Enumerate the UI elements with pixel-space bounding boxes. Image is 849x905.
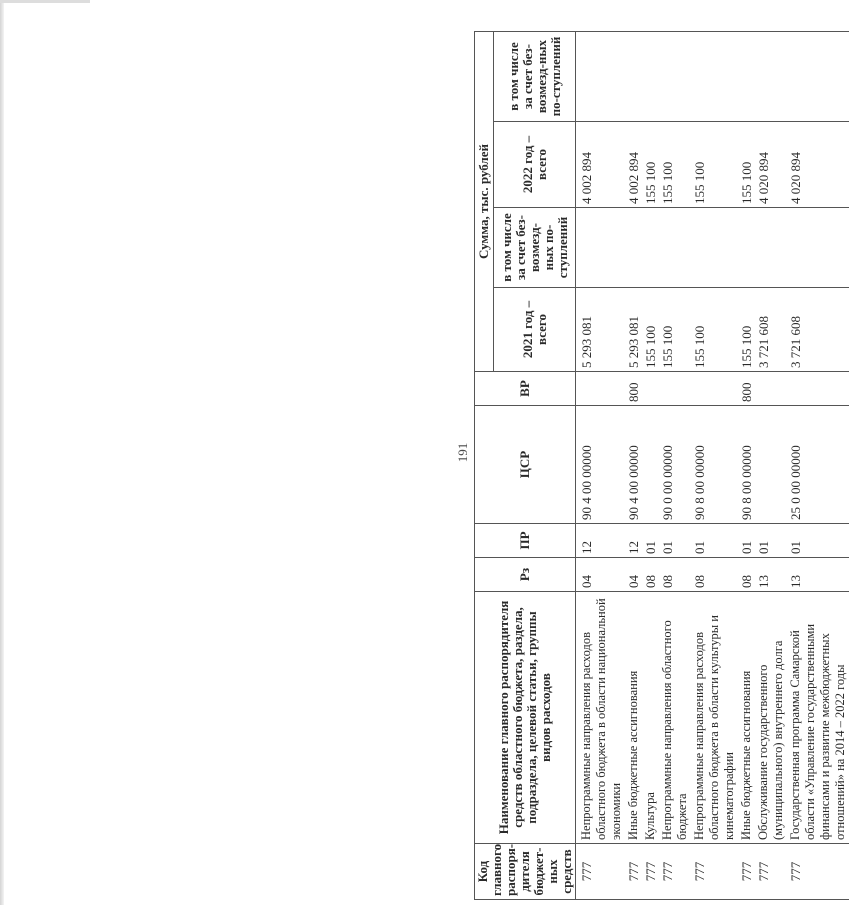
cell-total-2021: 3 721 608 (787, 288, 849, 372)
cell-rz: 13 (755, 558, 787, 592)
cell-csr: 90 8 00 00000 (691, 406, 738, 524)
cell-free-2021 (625, 208, 642, 288)
cell-csr: 90 8 00 00000 (738, 406, 755, 524)
cell-rz: 08 (691, 558, 738, 592)
header-pr: ПР (475, 524, 576, 558)
header-rz: Рз (475, 558, 576, 592)
cell-vr: 800 (738, 372, 755, 406)
cell-csr (755, 406, 787, 524)
cell-free-2021 (755, 208, 787, 288)
table-body (576, 32, 849, 900)
cell-code: 777 (787, 844, 849, 900)
cell-rz: 13 (787, 558, 849, 592)
cell-pr: 01 (787, 524, 849, 558)
page-number: 191 (455, 442, 470, 463)
cell-total-2021: 155 100 (642, 288, 659, 372)
cell-vr (787, 372, 849, 406)
cell-free-2022 (642, 32, 659, 122)
budget-table (474, 31, 849, 900)
cell-total-2021: 155 100 (659, 288, 691, 372)
cell-free-2022 (578, 32, 625, 122)
cell-name: Иные бюджетные ассигнования (738, 592, 755, 844)
cell-csr: 90 4 00 00000 (625, 406, 642, 524)
cell-total-2021: 5 293 081 (578, 288, 625, 372)
cell-total-2021: 155 100 (738, 288, 755, 372)
cell-free-2021 (787, 208, 849, 288)
cell-free-2022 (755, 32, 787, 122)
cell-free-2021 (691, 208, 738, 288)
cell-total-2021: 5 293 081 (625, 288, 642, 372)
cell-free-2021 (659, 208, 691, 288)
cell-vr (659, 372, 691, 406)
header-name: Наименование главного распорядителя средств областного бюджета, раздела, подраздела, целевой статьи, группы видов расходов (475, 592, 576, 844)
header-code: Код главного распоря-дителя бюджет-ных средств (475, 844, 576, 900)
cell-code: 777 (755, 844, 787, 900)
cell-csr: 25 0 00 00000 (787, 406, 849, 524)
table-row (659, 32, 691, 900)
header-total-2021: 2021 год – всего (494, 288, 576, 372)
cell-vr (642, 372, 659, 406)
table-row (691, 32, 738, 900)
cell-total-2022: 155 100 (642, 122, 659, 208)
cell-name: Государственная программа Самарской области «Управление государственными финансами и развитие межбюджетных отношений» на 2014 – 2022 годы (787, 592, 849, 844)
cell-free-2022 (659, 32, 691, 122)
table-row (755, 32, 787, 900)
table-row (787, 32, 849, 900)
cell-name: Непрограммные направления расходов областного бюджета в области национальной экономики (578, 592, 625, 844)
cell-csr: 90 4 00 00000 (578, 406, 625, 524)
header-vr: ВР (475, 372, 576, 406)
table-row (738, 32, 755, 900)
cell-name: Непрограммные направления расходов областного бюджета в области культуры и кинематографии (691, 592, 738, 844)
cell-pr: 01 (659, 524, 691, 558)
cell-free-2022 (691, 32, 738, 122)
cell-total-2022: 4 020 894 (755, 122, 787, 208)
header-free-2022: в том числе за счет без-возмезд-ных по-ступлений (494, 32, 576, 122)
cell-name: Непрограммные направления областного бюджета (659, 592, 691, 844)
cell-name: Иные бюджетные ассигнования (625, 592, 642, 844)
cell-code: 777 (691, 844, 738, 900)
cell-free-2021 (738, 208, 755, 288)
cell-vr (578, 372, 625, 406)
cell-free-2022 (625, 32, 642, 122)
cell-pr: 01 (755, 524, 787, 558)
cell-rz: 08 (659, 558, 691, 592)
cell-rz: 08 (738, 558, 755, 592)
cell-pr: 12 (625, 524, 642, 558)
cell-total-2021: 155 100 (691, 288, 738, 372)
cell-total-2022: 155 100 (738, 122, 755, 208)
header-sum-group: Сумма, тыс. рублей (475, 32, 494, 372)
cell-rz: 04 (578, 558, 625, 592)
header-csr: ЦСР (475, 406, 576, 524)
cell-total-2022: 4 002 894 (578, 122, 625, 208)
cell-vr (691, 372, 738, 406)
cell-rz: 04 (625, 558, 642, 592)
cell-name: Обслуживание государственного (муниципального) внутреннего долга (755, 592, 787, 844)
cell-vr (755, 372, 787, 406)
cell-pr: 12 (578, 524, 625, 558)
cell-pr: 01 (691, 524, 738, 558)
cell-rz: 08 (642, 558, 659, 592)
header-free-2021: в том числе за счет без-возмезд-ных по-ступлений (494, 208, 576, 288)
cell-csr (642, 406, 659, 524)
cell-code: 777 (625, 844, 642, 900)
cell-total-2021: 3 721 608 (755, 288, 787, 372)
cell-code: 777 (578, 844, 625, 900)
cell-code: 777 (738, 844, 755, 900)
cell-free-2021 (578, 208, 625, 288)
cell-total-2022: 4 002 894 (625, 122, 642, 208)
table-row (642, 32, 659, 900)
cell-free-2022 (738, 32, 755, 122)
cell-total-2022: 155 100 (691, 122, 738, 208)
cell-csr: 90 0 00 00000 (659, 406, 691, 524)
header-total-2022: 2022 год – всего (494, 122, 576, 208)
cell-total-2022: 155 100 (659, 122, 691, 208)
table-row (625, 32, 642, 900)
table-row (578, 32, 625, 900)
table-header (475, 32, 576, 900)
cell-free-2021 (642, 208, 659, 288)
cell-total-2022: 4 020 894 (787, 122, 849, 208)
cell-code: 777 (659, 844, 691, 900)
cell-pr: 01 (642, 524, 659, 558)
cell-vr: 800 (625, 372, 642, 406)
cell-free-2022 (787, 32, 849, 122)
cell-pr: 01 (738, 524, 755, 558)
cell-name: Культура (642, 592, 659, 844)
cell-code: 777 (642, 844, 659, 900)
